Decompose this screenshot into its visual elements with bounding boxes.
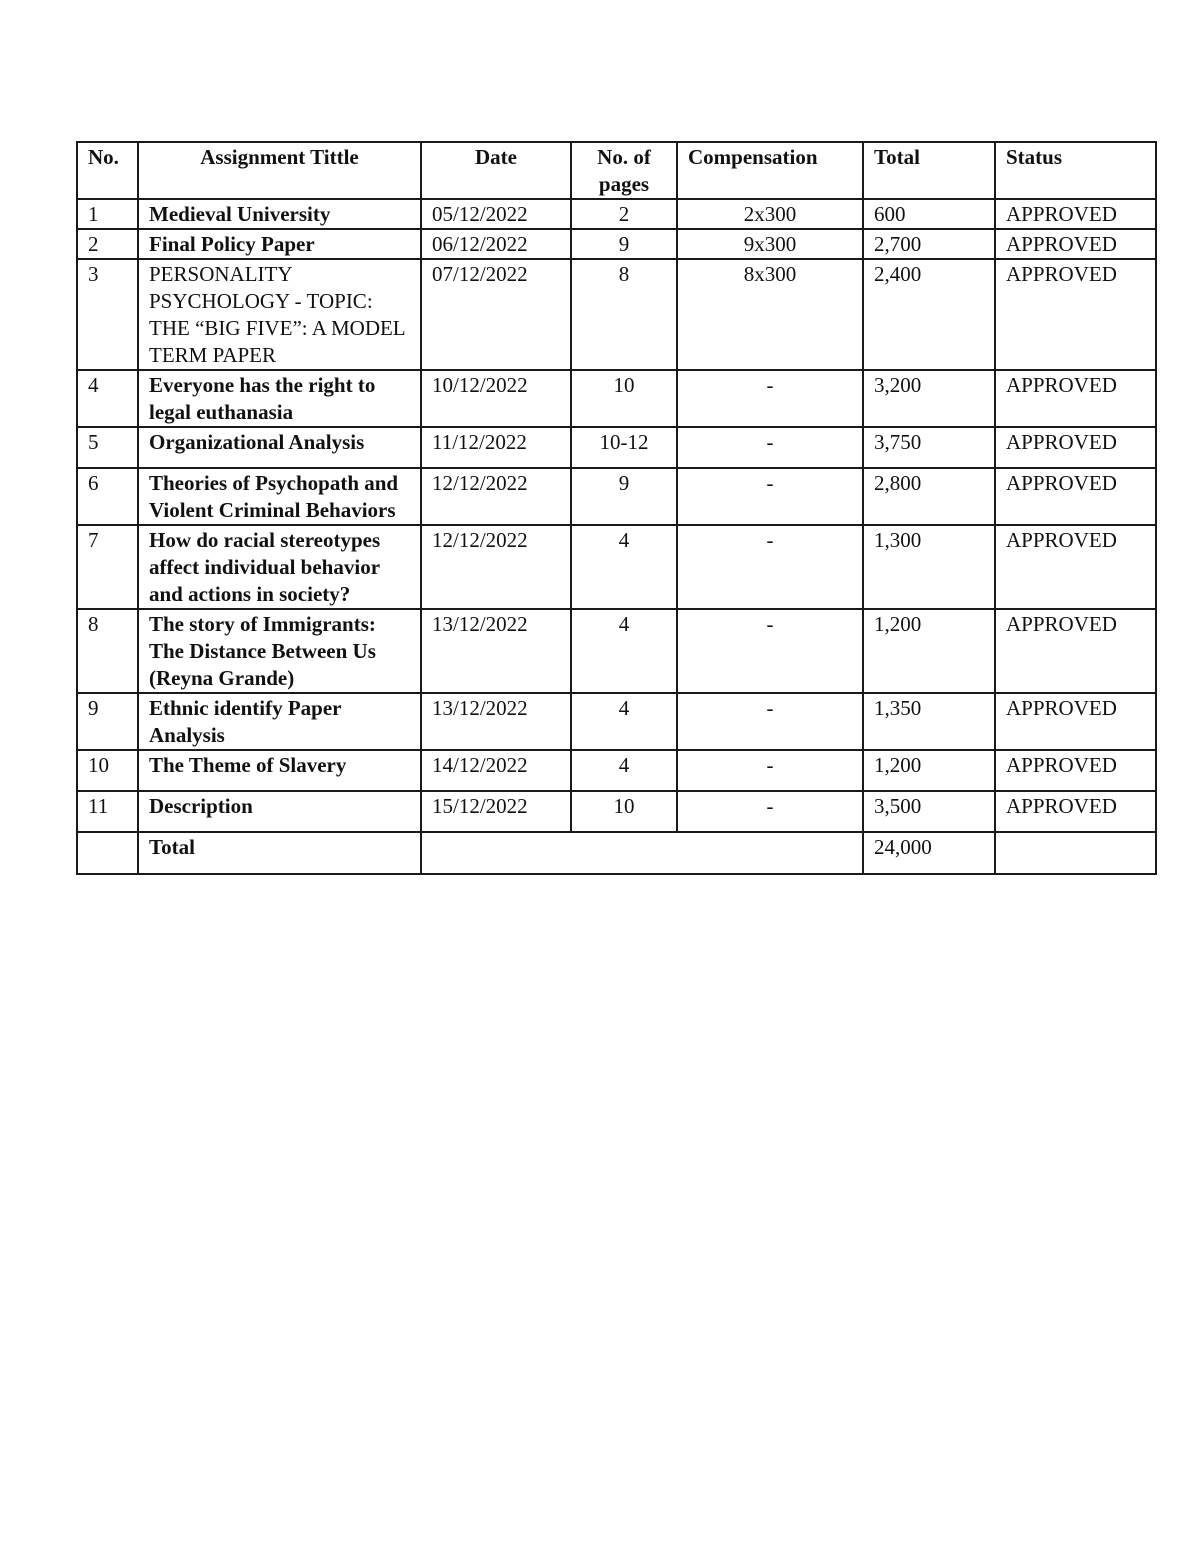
cell-total-empty-status xyxy=(995,832,1156,874)
cell-compensation: 2x300 xyxy=(677,199,863,229)
cell-pages: 4 xyxy=(571,750,677,791)
cell-status: APPROVED xyxy=(995,199,1156,229)
table-row xyxy=(77,525,1156,609)
total-label: Total xyxy=(138,832,421,874)
cell-pages: 4 xyxy=(571,609,677,693)
cell-date: 13/12/2022 xyxy=(421,693,571,750)
cell-pages: 4 xyxy=(571,525,677,609)
table-row xyxy=(77,468,1156,525)
cell-status: APPROVED xyxy=(995,468,1156,525)
cell-no: 1 xyxy=(77,199,138,229)
cell-no: 11 xyxy=(77,791,138,832)
cell-pages: 9 xyxy=(571,229,677,259)
header-status: Status xyxy=(995,142,1156,199)
cell-compensation: 8x300 xyxy=(677,259,863,370)
assignments-table xyxy=(76,141,1157,875)
cell-pages: 10 xyxy=(571,370,677,427)
table-row xyxy=(77,259,1156,370)
cell-total: 600 xyxy=(863,199,995,229)
cell-compensation: - xyxy=(677,427,863,468)
table-body xyxy=(77,199,1156,874)
cell-status: APPROVED xyxy=(995,259,1156,370)
cell-pages: 4 xyxy=(571,693,677,750)
table-row xyxy=(77,693,1156,750)
table-row xyxy=(77,427,1156,468)
cell-no: 9 xyxy=(77,693,138,750)
cell-no: 7 xyxy=(77,525,138,609)
cell-status: APPROVED xyxy=(995,609,1156,693)
cell-compensation: - xyxy=(677,693,863,750)
cell-date: 13/12/2022 xyxy=(421,609,571,693)
header-compensation: Compensation xyxy=(677,142,863,199)
cell-total: 1,350 xyxy=(863,693,995,750)
header-total: Total xyxy=(863,142,995,199)
cell-total: 2,800 xyxy=(863,468,995,525)
cell-total: 1,200 xyxy=(863,750,995,791)
cell-date: 05/12/2022 xyxy=(421,199,571,229)
cell-status: APPROVED xyxy=(995,750,1156,791)
cell-total-empty-no xyxy=(77,832,138,874)
cell-status: APPROVED xyxy=(995,791,1156,832)
cell-date: 07/12/2022 xyxy=(421,259,571,370)
cell-title: Theories of Psychopath and Violent Criminal Behaviors xyxy=(138,468,421,525)
cell-date: 14/12/2022 xyxy=(421,750,571,791)
grand-total: 24,000 xyxy=(863,832,995,874)
total-row xyxy=(77,832,1156,874)
cell-no: 8 xyxy=(77,609,138,693)
table-row xyxy=(77,370,1156,427)
cell-title: Organizational Analysis xyxy=(138,427,421,468)
cell-compensation: - xyxy=(677,468,863,525)
header-pages: No. of pages xyxy=(571,142,677,199)
cell-date: 15/12/2022 xyxy=(421,791,571,832)
cell-no: 10 xyxy=(77,750,138,791)
header-date: Date xyxy=(421,142,571,199)
cell-status: APPROVED xyxy=(995,525,1156,609)
cell-title: How do racial stereotypes affect individual behavior and actions in society? xyxy=(138,525,421,609)
cell-date: 10/12/2022 xyxy=(421,370,571,427)
table-row xyxy=(77,609,1156,693)
cell-total: 2,700 xyxy=(863,229,995,259)
cell-status: APPROVED xyxy=(995,229,1156,259)
cell-title: Ethnic identify Paper Analysis xyxy=(138,693,421,750)
cell-compensation: - xyxy=(677,609,863,693)
table-row xyxy=(77,229,1156,259)
cell-title: Medieval University xyxy=(138,199,421,229)
table-row xyxy=(77,199,1156,229)
cell-compensation: 9x300 xyxy=(677,229,863,259)
header-no: No. xyxy=(77,142,138,199)
cell-pages: 2 xyxy=(571,199,677,229)
cell-total: 3,200 xyxy=(863,370,995,427)
cell-no: 2 xyxy=(77,229,138,259)
cell-pages: 9 xyxy=(571,468,677,525)
cell-date: 06/12/2022 xyxy=(421,229,571,259)
cell-date: 11/12/2022 xyxy=(421,427,571,468)
table-header-row xyxy=(77,142,1156,199)
cell-status: APPROVED xyxy=(995,370,1156,427)
cell-compensation: - xyxy=(677,791,863,832)
cell-total: 3,750 xyxy=(863,427,995,468)
cell-total: 3,500 xyxy=(863,791,995,832)
cell-title: Final Policy Paper xyxy=(138,229,421,259)
cell-title: The Theme of Slavery xyxy=(138,750,421,791)
cell-no: 4 xyxy=(77,370,138,427)
cell-status: APPROVED xyxy=(995,427,1156,468)
table-row xyxy=(77,791,1156,832)
cell-pages: 10-12 xyxy=(571,427,677,468)
cell-title: The story of Immigrants: The Distance Between Us (Reyna Grande) xyxy=(138,609,421,693)
cell-total: 2,400 xyxy=(863,259,995,370)
cell-compensation: - xyxy=(677,750,863,791)
cell-status: APPROVED xyxy=(995,693,1156,750)
cell-pages: 10 xyxy=(571,791,677,832)
cell-no: 5 xyxy=(77,427,138,468)
cell-title: Everyone has the right to legal euthanasia xyxy=(138,370,421,427)
cell-compensation: - xyxy=(677,525,863,609)
cell-pages: 8 xyxy=(571,259,677,370)
cell-title: Description xyxy=(138,791,421,832)
cell-total-empty-span xyxy=(421,832,863,874)
cell-total: 1,300 xyxy=(863,525,995,609)
cell-date: 12/12/2022 xyxy=(421,468,571,525)
cell-compensation: - xyxy=(677,370,863,427)
table-row xyxy=(77,750,1156,791)
cell-date: 12/12/2022 xyxy=(421,525,571,609)
cell-no: 6 xyxy=(77,468,138,525)
cell-title: PERSONALITY PSYCHOLOGY - TOPIC: THE “BIG FIVE”: A MODEL TERM PAPER xyxy=(138,259,421,370)
header-title: Assignment Tittle xyxy=(138,142,421,199)
cell-no: 3 xyxy=(77,259,138,370)
cell-total: 1,200 xyxy=(863,609,995,693)
